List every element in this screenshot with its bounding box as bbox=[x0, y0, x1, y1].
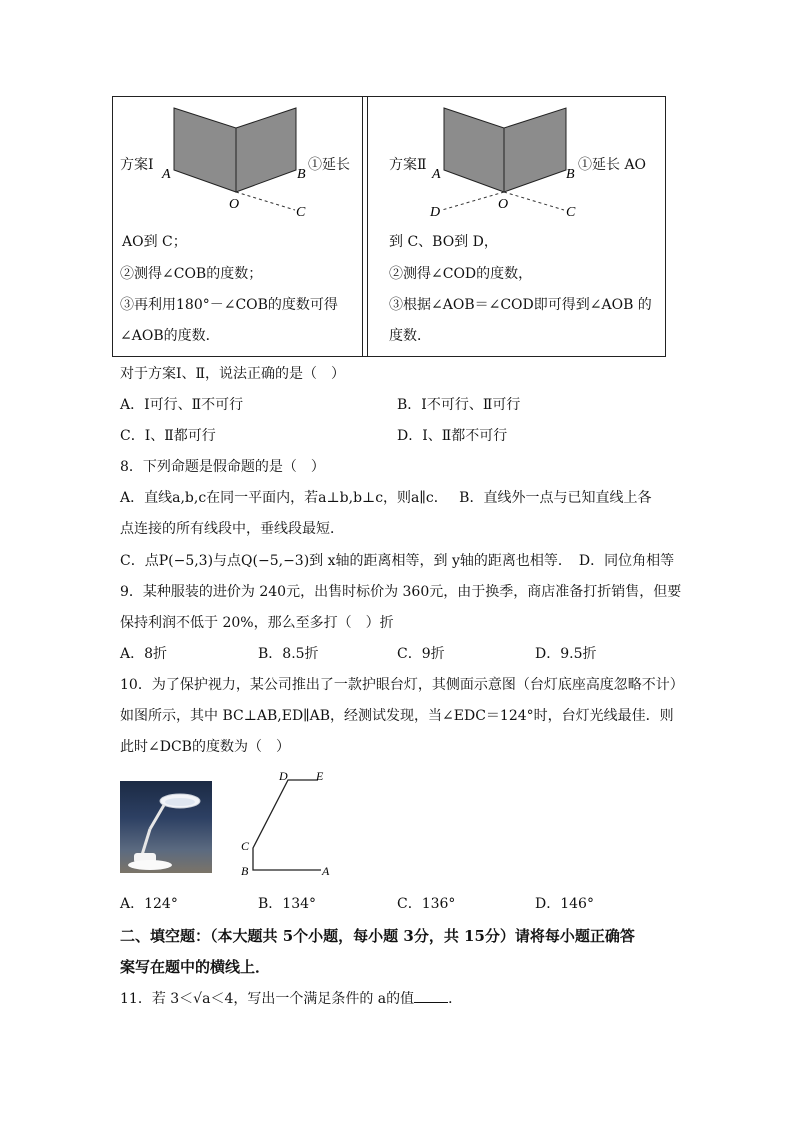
plan1-label-B: B bbox=[297, 167, 306, 182]
q8-line1: A．直线a,b,c在同一平面内，若a⊥b,b⊥c，则a∥c． B．直线外一点与已知直线上各 bbox=[120, 490, 652, 506]
plan2-extension-to-D bbox=[442, 192, 504, 210]
q9-option-b[interactable]: B．8.5折 bbox=[258, 646, 319, 662]
q9-option-d[interactable]: D．9.5折 bbox=[535, 646, 597, 662]
q9-line2: 保持利润不低于 20%，那么至多打（ ）折 bbox=[120, 615, 394, 631]
plan1-line4: ∠AOB的度数． bbox=[120, 328, 220, 344]
plan2-extension-to-C bbox=[504, 192, 564, 210]
q11-text: 11．若 3＜√a＜4，写出一个满足条件的 a的值 bbox=[120, 991, 415, 1007]
plan2-left-panel bbox=[444, 108, 504, 192]
plan1-line2: ②测得∠COB的度数； bbox=[120, 266, 263, 282]
plan1-extension-dashed bbox=[236, 192, 295, 210]
q7-option-d[interactable]: D．Ⅰ、Ⅱ都不可行 bbox=[397, 428, 508, 444]
section2-heading-line1: 二、填空题：（本大题共 5个小题，每小题 3分，共 15分）请将每小题正确答 bbox=[120, 927, 635, 945]
plan1-title: 方案Ⅰ bbox=[120, 157, 154, 173]
q10-label-B: B bbox=[241, 864, 249, 878]
q10-label-E: E bbox=[316, 769, 324, 783]
q7-option-b[interactable]: B．Ⅰ不可行、Ⅱ可行 bbox=[397, 397, 521, 413]
q9-line1: 9．某种服装的进价为 240元，出售时标价为 360元，由于换季，商店准备打折销售，但要 bbox=[120, 584, 682, 600]
plan1-step1-head: ①延长 bbox=[308, 157, 350, 173]
plan2-label-B: B bbox=[566, 167, 575, 182]
plan2-label-A: A bbox=[432, 167, 441, 182]
plan1-line3: ③再利用180°－∠COB的度数可得 bbox=[120, 297, 338, 313]
plan1-right-panel bbox=[236, 108, 296, 192]
desk-lamp-photo bbox=[120, 781, 212, 873]
q8-line3: C．点P(−5,3)与点Q(−5,−3)到 x轴的距离相等，到 y轴的距离也相等． D．同位角相等 bbox=[120, 553, 675, 569]
q10-line3: 此时∠DCB的度数为（ ） bbox=[120, 739, 290, 755]
plan2-line2: ②测得∠COD的度数， bbox=[389, 266, 533, 282]
plan2-label-C: C bbox=[566, 205, 576, 220]
plan1-label-C: C bbox=[296, 205, 306, 220]
plan1-line1: AO到 C； bbox=[122, 234, 187, 250]
plan2-label-O: O bbox=[498, 197, 509, 212]
plan1-label-O: O bbox=[229, 197, 240, 212]
q7-option-c[interactable]: C．Ⅰ、Ⅱ都可行 bbox=[120, 428, 216, 444]
plan2-line3: ③根据∠AOB＝∠COD即可得到∠AOB 的 bbox=[389, 297, 652, 313]
q11-end: ． bbox=[448, 991, 463, 1007]
plan2-title: 方案Ⅱ bbox=[389, 157, 427, 173]
q10-line2: 如图所示，其中 BC⊥AB,ED∥AB，经测试发现，当∠EDC＝124°时，台灯光线最佳．则 bbox=[120, 708, 674, 724]
q10-label-D: D bbox=[279, 769, 288, 783]
q8-stem: 8．下列命题是假命题的是（ ） bbox=[120, 459, 325, 475]
q10-line1: 10．为了保护视力，某公司推出了一款护眼台灯，其侧面示意图（台灯底座高度忽略不计） bbox=[120, 677, 684, 693]
q8-line2: 点连接的所有线段中，垂线段最短． bbox=[120, 521, 344, 537]
q11 bbox=[120, 988, 462, 1009]
section2-heading-line2: 案写在题中的横线上． bbox=[120, 958, 271, 976]
desk-lamp-illustration bbox=[120, 781, 212, 873]
plan2-line4: 度数． bbox=[389, 328, 431, 344]
q10-option-c[interactable]: C．136° bbox=[397, 896, 456, 912]
q10-option-a[interactable]: A．124° bbox=[120, 896, 178, 912]
q7-stem: 对于方案Ⅰ、Ⅱ，说法正确的是（ ） bbox=[120, 366, 346, 382]
q9-option-c[interactable]: C．9折 bbox=[397, 646, 445, 662]
q7-option-a[interactable]: A．Ⅰ可行、Ⅱ不可行 bbox=[120, 397, 244, 413]
plan2-line1: 到 C、BO到 D， bbox=[389, 234, 498, 250]
q9-option-a[interactable]: A．8折 bbox=[120, 646, 168, 662]
q10-label-A: A bbox=[322, 864, 330, 878]
q10-option-d[interactable]: D．146° bbox=[535, 896, 594, 912]
q10-geometry-figure bbox=[236, 766, 336, 878]
plan2-label-D: D bbox=[430, 205, 441, 220]
q11-answer-blank[interactable] bbox=[414, 988, 448, 1003]
plan2-step1-head: ①延长 AO bbox=[578, 157, 647, 173]
q10-option-b[interactable]: B．134° bbox=[258, 896, 317, 912]
plan2-right-panel bbox=[504, 108, 566, 192]
plan1-left-panel bbox=[174, 108, 236, 192]
q10-polyline-EDCBA bbox=[253, 780, 321, 870]
q10-label-C: C bbox=[241, 839, 250, 853]
plan1-label-A: A bbox=[162, 167, 171, 182]
